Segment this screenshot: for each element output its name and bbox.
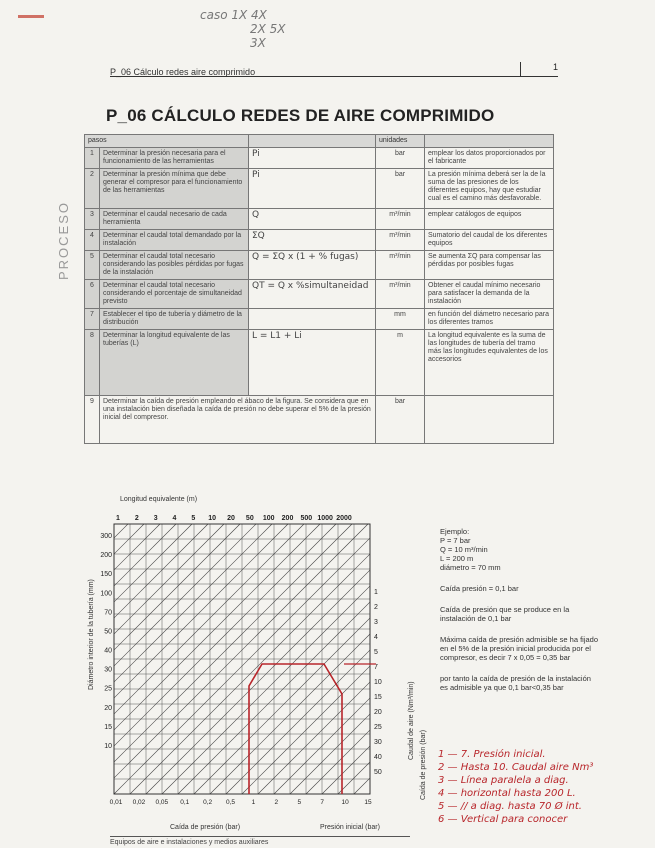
- step-unit: mm: [376, 309, 425, 330]
- red-note: 4 — horizontal hasta 200 L.: [438, 788, 576, 799]
- step-note: Se aumenta ΣQ para compensar las pérdidas por posibles fugas: [425, 251, 554, 280]
- example-line: P = 7 bar: [440, 536, 471, 545]
- example-p2: Máxima caída de presión admisible se ha fijado en el 5% de la presión inicial producida por el compresor, es decir 7 x 0,05 = 0,35 bar: [440, 635, 599, 662]
- top-tick-label: 2: [134, 515, 139, 522]
- red-note: 3 — Línea paralela a diag.: [438, 775, 569, 786]
- page-number: 1: [552, 62, 558, 72]
- step-num: 8: [85, 330, 100, 396]
- step-formula: Q: [249, 209, 376, 230]
- col-header-formula: [249, 135, 376, 148]
- step-text: Determinar el caudal total necesario considerando las posibles pérdidas por fugas de la instalación: [100, 251, 249, 280]
- col-header-unidades: unidades: [376, 135, 425, 148]
- right-tick-label: 3: [374, 619, 378, 626]
- bottom-tick-label: 5: [297, 799, 302, 806]
- left-tick-label: 100: [100, 590, 112, 598]
- steps-table: [84, 134, 554, 444]
- step-num: 2: [85, 169, 100, 209]
- chart-right-label: Caudal de aire (Nm³/min): [408, 681, 415, 760]
- mask-top: [100, 508, 420, 524]
- top-tick-label: 2000: [336, 515, 352, 522]
- example-line: diámetro = 70 mm: [440, 563, 501, 572]
- step-num: 5: [85, 251, 100, 280]
- table-row: [85, 148, 554, 169]
- page-header: [110, 62, 558, 77]
- right-tick-label: 30: [374, 739, 382, 746]
- step-unit: m³/min: [376, 230, 425, 251]
- step-formula: [249, 309, 376, 330]
- bottom-tick-label: 7: [320, 799, 324, 806]
- step-unit: m³/min: [376, 280, 425, 309]
- example-title: Ejemplo:: [440, 527, 470, 536]
- bottom-tick-label: 2: [274, 799, 279, 806]
- table-row: [85, 251, 554, 280]
- right-tick-label: 4: [374, 634, 378, 641]
- table-row: [85, 396, 554, 444]
- step-text: Determinar la caída de presión empleando el ábaco de la figura. Se considera que en una instalación bien diseñada la caída de presión no debe superar el 5% de la presión inicial del compresor.: [100, 396, 376, 444]
- mask-bottom: [100, 794, 420, 818]
- side-label: PROCESO: [56, 200, 71, 280]
- step-num: 9: [85, 396, 100, 444]
- right-tick-label: 20: [374, 709, 382, 716]
- step-text: Determinar la presión necesaria para el funcionamiento de las herramientas: [100, 148, 249, 169]
- step-note: en función del diámetro necesario para los diferentes tramos: [425, 309, 554, 330]
- step-num: 7: [85, 309, 100, 330]
- step-num: 4: [85, 230, 100, 251]
- right-tick-label: 7: [374, 664, 378, 671]
- top-tick-label: 10: [208, 515, 217, 522]
- red-note: 5 — // a diag. hasta 70 Ø int.: [438, 801, 582, 812]
- chart-left-label: Diámetro interior de la tubería (mm): [88, 579, 95, 690]
- red-note: 2 — Hasta 10. Caudal aire Nm³: [438, 762, 594, 773]
- bottom-tick-label: 0,02: [132, 799, 146, 806]
- step-note: [425, 396, 554, 444]
- step-text: Determinar el caudal necesario de cada herramienta: [100, 209, 249, 230]
- left-tick-label: 25: [104, 685, 112, 693]
- step-formula: L = L1 + Li: [249, 330, 376, 396]
- left-tick-label: 20: [104, 704, 112, 712]
- right-tick-label: 5: [374, 649, 378, 656]
- step-note: Obtener el caudal mínimo necesario para satisfacer la demanda de la instalación: [425, 280, 554, 309]
- top-tick-label: 3: [153, 515, 158, 522]
- example-caida: Caída presión = 0,1 bar: [440, 584, 519, 593]
- step-note: La longitud equivalente es la suma de las longitudes de tubería del tramo más las longitudes equivalentes de los accesorios: [425, 330, 554, 396]
- chart-bottom-label-left: Caída de presión (bar): [170, 824, 241, 831]
- bottom-tick-label: 0,01: [109, 799, 123, 806]
- table-row: [85, 209, 554, 230]
- step-unit: bar: [376, 148, 425, 169]
- step-formula: QT = Q x %simultaneidad: [249, 280, 376, 309]
- bottom-tick-label: 10: [341, 799, 349, 806]
- step-note: emplear los datos proporcionados por el fabricante: [425, 148, 554, 169]
- right-tick-label: 2: [374, 604, 378, 611]
- step-formula: Pi: [249, 148, 376, 169]
- left-tick-label: 40: [104, 647, 112, 655]
- right-tick-label: 1: [374, 589, 378, 596]
- header-tick: [520, 62, 521, 76]
- example-line: L = 200 m: [440, 554, 474, 563]
- step-note: La presión mínima deberá ser la de la suma de las presiones de los diferentes equipos, hay que estudiar cual es el camino más desfavorable.: [425, 169, 554, 209]
- top-tick-label: 4: [172, 515, 177, 522]
- handnote-line: 3X: [250, 36, 266, 50]
- step-text: Determinar el caudal total demandado por la instalación: [100, 230, 249, 251]
- step-formula: Q = ΣQ x (1 + % fugas): [249, 251, 376, 280]
- chart-top-label: Longitud equivalente (m): [120, 496, 198, 503]
- step-num: 1: [85, 148, 100, 169]
- example-p1: Caída de presión que se produce en la instalación de 0,1 bar: [440, 605, 570, 623]
- bottom-tick-label: 0,1: [180, 799, 190, 806]
- table-row: [85, 309, 554, 330]
- step-text: Determinar la longitud equivalente de las tuberías (L): [100, 330, 249, 396]
- left-tick-label: 30: [104, 666, 112, 674]
- step-text: Determinar el caudal total necesario considerando el porcentaje de simultaneidad previsto: [100, 280, 249, 309]
- top-tick-label: 200: [281, 515, 294, 522]
- page-footer: [110, 836, 410, 846]
- footer-text: Equipos de aire e instalaciones y medios auxiliares: [110, 839, 269, 846]
- top-tick-label: 20: [227, 515, 235, 522]
- table-header-row: [85, 135, 554, 148]
- handnote-top: [200, 8, 286, 50]
- top-tick-label: 1000: [317, 515, 333, 522]
- top-tick-label: 100: [262, 515, 275, 522]
- top-tick-label: 5: [191, 515, 196, 522]
- red-scribble: [18, 15, 44, 18]
- table-row: [85, 230, 554, 251]
- page-title: P_06 CÁLCULO REDES DE AIRE COMPRIMIDO: [106, 106, 495, 125]
- red-note: 6 — Vertical para conocer: [438, 814, 568, 825]
- right-tick-label: 40: [374, 754, 382, 761]
- step-unit: m: [376, 330, 425, 396]
- red-notes: [438, 748, 593, 826]
- table-row: [85, 330, 554, 396]
- bottom-tick-label: 0,05: [155, 799, 169, 806]
- step-unit: m³/min: [376, 209, 425, 230]
- step-formula: Pi: [249, 169, 376, 209]
- header-text: P_06 Cálculo redes aire comprimido: [110, 67, 256, 77]
- left-tick-label: 50: [104, 628, 112, 636]
- right-tick-label: 25: [374, 724, 382, 731]
- step-num: 3: [85, 209, 100, 230]
- chart-right2-label: Caída de presión (bar): [420, 729, 427, 800]
- col-header-notes: [425, 135, 554, 148]
- right-tick-label: 15: [374, 694, 382, 701]
- step-text: Establecer el tipo de tubería y diámetro de la distribución: [100, 309, 249, 330]
- right-tick-label: 10: [374, 679, 382, 686]
- example-path: [249, 664, 342, 794]
- red-note: 1 — 7. Presión inicial.: [438, 749, 546, 760]
- step-unit: m³/min: [376, 251, 425, 280]
- chart-bottom-label-right: Presión inicial (bar): [320, 824, 380, 831]
- bottom-tick-label: 1: [251, 799, 256, 806]
- left-tick-label: 300: [100, 533, 112, 540]
- top-tick-label: 50: [245, 515, 254, 522]
- table-row: [85, 169, 554, 209]
- handnote-line: 2X 5X: [250, 22, 286, 36]
- step-formula: ΣQ: [249, 230, 376, 251]
- table-row: [85, 280, 554, 309]
- example-p3: por tanto la caída de presión de la instalación es admisible ya que 0,1 bar<0,35 bar: [440, 674, 591, 692]
- top-tick-label: 500: [300, 515, 313, 522]
- bottom-tick-label: 15: [364, 799, 372, 806]
- left-tick-label: 15: [104, 723, 112, 731]
- left-tick-label: 200: [100, 552, 112, 560]
- step-num: 6: [85, 280, 100, 309]
- left-tick-label: 150: [100, 571, 112, 579]
- nomogram-chart: [100, 508, 420, 818]
- handnote-line: caso 1X 4X: [200, 8, 267, 22]
- bottom-tick-label: 0,2: [203, 799, 213, 806]
- col-header-pasos: pasos: [85, 135, 249, 148]
- step-note: emplear catálogos de equipos: [425, 209, 554, 230]
- step-note: Sumatorio del caudal de los diferentes equipos: [425, 230, 554, 251]
- example-block: [440, 527, 600, 692]
- bottom-tick-label: 0,5: [226, 799, 236, 806]
- right-tick-label: 50: [374, 769, 382, 776]
- top-tick-label: 1: [116, 515, 120, 522]
- step-unit: bar: [376, 169, 425, 209]
- example-line: Q = 10 m³/min: [440, 545, 488, 554]
- left-tick-label: 70: [104, 609, 112, 617]
- step-text: Determinar la presión mínima que debe generar el compresor para el funcionamiento de las herramientas: [100, 169, 249, 209]
- step-unit: bar: [376, 396, 425, 444]
- left-tick-label: 10: [104, 743, 112, 750]
